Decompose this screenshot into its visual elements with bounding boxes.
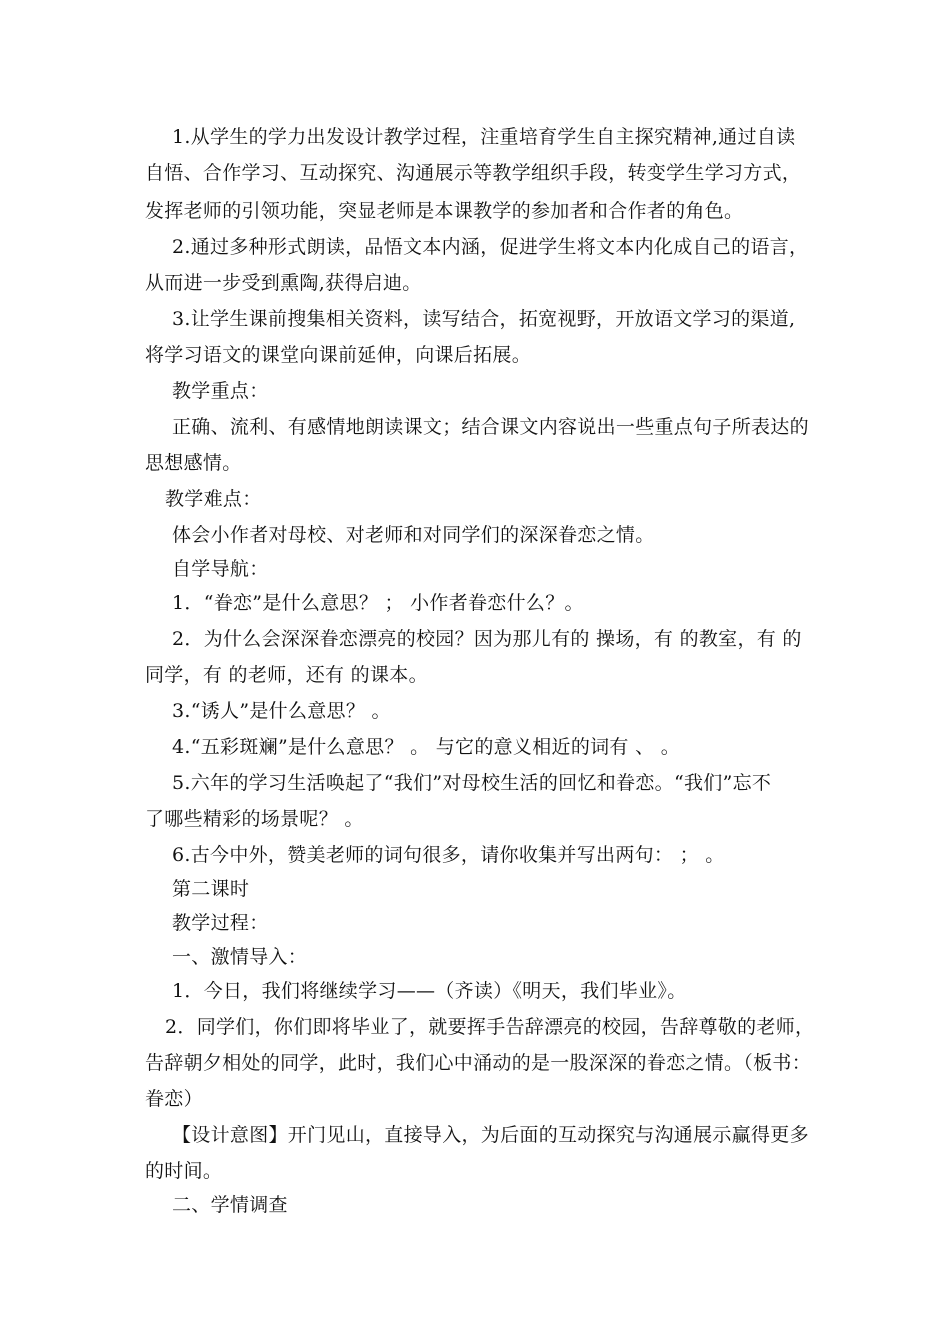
paragraph-line: 告辞朝夕相处的同学，此时，我们心中涌动的是一股深深的眷恋之情。（板书： <box>145 1052 812 1074</box>
question-line: 6.古今中外，赞美老师的词句很多，请你收集并写出两句： ； 。 <box>172 844 725 866</box>
paragraph-line: 思想感情。 <box>145 452 242 474</box>
paragraph-line: 2.通过多种形式朗读，品悟文本内涵，促进学生将文本内化成自己的语言， <box>172 236 809 258</box>
paragraph-line: 1．今日，我们将继续学习——（齐读）《明天，我们毕业》。 <box>172 980 687 1002</box>
paragraph-line: 从而进一步受到熏陶,获得启迪。 <box>145 272 422 294</box>
paragraph-line: 眷恋） <box>145 1088 203 1110</box>
paragraph-line: 2．同学们，你们即将毕业了，就要挥手告辞漂亮的校园，告辞尊敬的老师， <box>165 1016 815 1038</box>
paragraph-line: 3.让学生课前搜集相关资料，读写结合，拓宽视野，开放语文学习的渠道, <box>172 308 796 330</box>
paragraph-line: 1.从学生的学力出发设计教学过程，注重培育学生自主探究精神,通过自读 <box>172 126 796 148</box>
question-line: 了哪些精彩的场景呢？ 。 <box>145 808 364 830</box>
section-heading: 二、学情调查 <box>172 1194 288 1216</box>
section-heading: 教学过程： <box>172 912 269 934</box>
section-heading: 一、激情导入： <box>172 946 308 968</box>
section-heading: 自学导航： <box>172 558 269 580</box>
paragraph-line: 体会小作者对母校、对老师和对同学们的深深眷恋之情。 <box>172 524 655 546</box>
paragraph-line: 自悟、合作学习、互动探究、沟通展示等教学组织手段，转变学生学习方式， <box>145 162 802 184</box>
question-line: 同学，有 的老师，还有 的课本。 <box>145 664 428 686</box>
paragraph-line: 将学习语文的课堂向课前延伸，向课后拓展。 <box>145 344 532 366</box>
paragraph-line: 正确、流利、有感情地朗读课文；结合课文内容说出一些重点句子所表达的 <box>172 416 809 438</box>
section-heading: 第二课时 <box>172 878 250 900</box>
section-heading: 教学难点： <box>165 488 262 510</box>
paragraph-line: 【设计意图】开门见山，直接导入，为后面的互动探究与沟通展示赢得更多 <box>172 1124 809 1146</box>
question-line: 3.“诱人”是什么意思？ 。 <box>172 700 391 722</box>
paragraph-line: 发挥老师的引领功能，突显老师是本课教学的参加者和合作者的角色。 <box>145 200 744 222</box>
question-line: 5.六年的学习生活唤起了“我们”对母校生活的回忆和眷恋。“我们”忘不 <box>172 772 772 794</box>
question-line: 4.“五彩斑斓”是什么意思？ 。 与它的意义相近的词有 、 。 <box>172 736 681 758</box>
question-line: 1．“眷恋”是什么意思？ ； 小作者眷恋什么？。 <box>172 592 584 614</box>
section-heading: 教学重点： <box>172 380 269 402</box>
paragraph-line: 的时间。 <box>145 1160 223 1182</box>
question-line: 2．为什么会深深眷恋漂亮的校园？因为那儿有的 操场，有 的教室，有 的 <box>172 628 802 650</box>
